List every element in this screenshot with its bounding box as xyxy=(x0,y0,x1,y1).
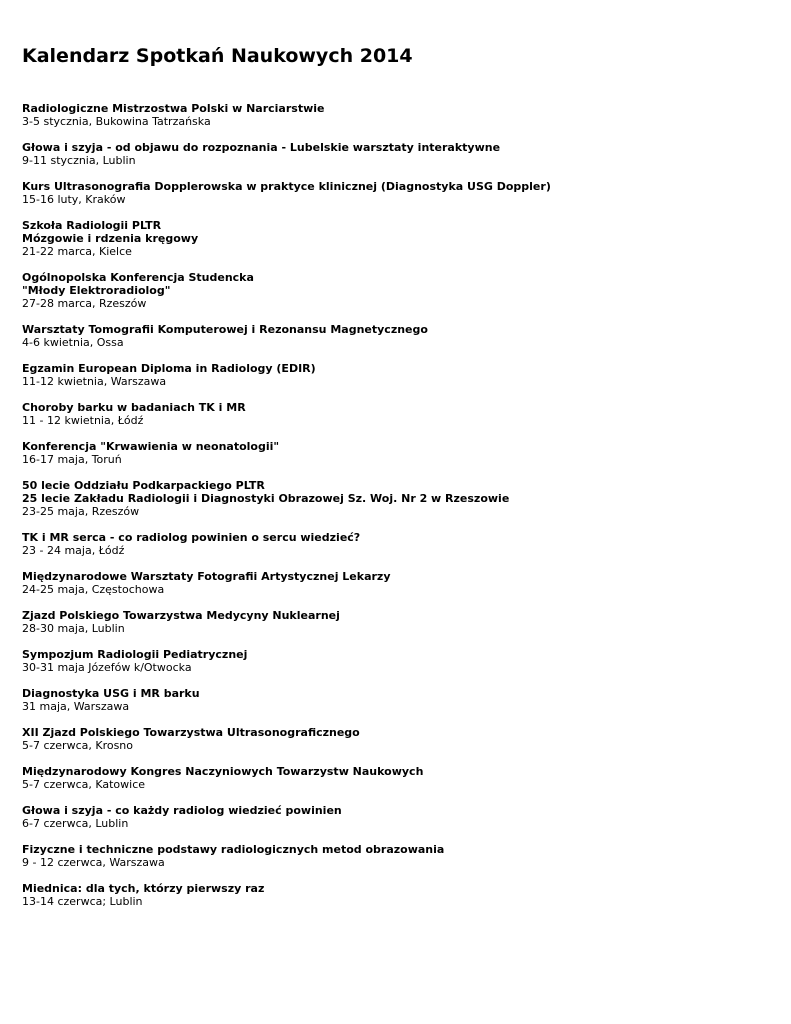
event-item xyxy=(22,401,769,427)
event-title: XII Zjazd Polskiego Towarzystwa Ultrasonograficznego xyxy=(22,726,360,739)
event-date-location: 9-11 stycznia, Lublin xyxy=(22,154,136,167)
event-title: Międzynarodowe Warsztaty Fotografii Artystycznej Lekarzy xyxy=(22,570,391,583)
event-date-location: 11 - 12 kwietnia, Łódź xyxy=(22,414,144,427)
event-item xyxy=(22,479,769,518)
event-list xyxy=(22,102,769,908)
event-title: Warsztaty Tomografii Komputerowej i Rezonansu Magnetycznego xyxy=(22,323,428,336)
event-item xyxy=(22,531,769,557)
event-title: Szkoła Radiologii PLTR xyxy=(22,219,162,232)
event-title: "Młody Elektroradiolog" xyxy=(22,284,171,297)
event-date-location: 15-16 luty, Kraków xyxy=(22,193,126,206)
event-date-location: 23-25 maja, Rzeszów xyxy=(22,505,140,518)
event-title: Choroby barku w badaniach TK i MR xyxy=(22,401,246,414)
event-date-location: 24-25 maja, Częstochowa xyxy=(22,583,165,596)
event-title: Egzamin European Diploma in Radiology (EDIR) xyxy=(22,362,316,375)
event-item xyxy=(22,609,769,635)
event-date-location: 5-7 czerwca, Katowice xyxy=(22,778,146,791)
event-date-location: 13-14 czerwca; Lublin xyxy=(22,895,143,908)
event-title: Konferencja "Krwawienia w neonatologii" xyxy=(22,440,280,453)
event-item xyxy=(22,141,769,167)
event-date-location: 5-7 czerwca, Krosno xyxy=(22,739,134,752)
event-date-location: 11-12 kwietnia, Warszawa xyxy=(22,375,167,388)
event-title: Fizyczne i techniczne podstawy radiologicznych metod obrazowania xyxy=(22,843,445,856)
event-title: Diagnostyka USG i MR barku xyxy=(22,687,200,700)
event-item xyxy=(22,570,769,596)
event-title: Ogólnopolska Konferencja Studencka xyxy=(22,271,254,284)
event-title: Zjazd Polskiego Towarzystwa Medycyny Nuklearnej xyxy=(22,609,340,622)
event-item xyxy=(22,219,769,258)
event-item xyxy=(22,765,769,791)
event-date-location: 28-30 maja, Lublin xyxy=(22,622,125,635)
event-date-location: 9 - 12 czerwca, Warszawa xyxy=(22,856,165,869)
event-date-location: 6-7 czerwca, Lublin xyxy=(22,817,129,830)
event-item xyxy=(22,687,769,713)
event-title: TK i MR serca - co radiolog powinien o sercu wiedzieć? xyxy=(22,531,361,544)
event-title: Miednica: dla tych, którzy pierwszy raz xyxy=(22,882,265,895)
event-title: 50 lecie Oddziału Podkarpackiego PLTR xyxy=(22,479,265,492)
event-date-location: 27-28 marca, Rzeszów xyxy=(22,297,147,310)
event-item xyxy=(22,180,769,206)
event-title: Kurs Ultrasonografia Dopplerowska w praktyce klinicznej (Diagnostyka USG Doppler) xyxy=(22,180,551,193)
event-date-location: 16-17 maja, Toruń xyxy=(22,453,122,466)
event-date-location: 23 - 24 maja, Łódź xyxy=(22,544,125,557)
event-item xyxy=(22,440,769,466)
event-item xyxy=(22,726,769,752)
event-title: Mózgowie i rdzenia kręgowy xyxy=(22,232,199,245)
event-title: Głowa i szyja - od objawu do rozpoznania - Lubelskie warsztaty interaktywne xyxy=(22,141,501,154)
event-item xyxy=(22,271,769,310)
event-date-location: 31 maja, Warszawa xyxy=(22,700,130,713)
event-date-location: 21-22 marca, Kielce xyxy=(22,245,132,258)
event-date-location: 30-31 maja Józefów k/Otwocka xyxy=(22,661,192,674)
event-title: Międzynarodowy Kongres Naczyniowych Towarzystw Naukowych xyxy=(22,765,424,778)
event-item xyxy=(22,102,769,128)
event-title: Radiologiczne Mistrzostwa Polski w Narciarstwie xyxy=(22,102,325,115)
event-date-location: 4-6 kwietnia, Ossa xyxy=(22,336,124,349)
event-item xyxy=(22,648,769,674)
event-title: Sympozjum Radiologii Pediatrycznej xyxy=(22,648,248,661)
event-item xyxy=(22,323,769,349)
event-item xyxy=(22,362,769,388)
event-item xyxy=(22,882,769,908)
event-item xyxy=(22,804,769,830)
event-title: Głowa i szyja - co każdy radiolog wiedzieć powinien xyxy=(22,804,342,817)
page-title: Kalendarz Spotkań Naukowych 2014 xyxy=(22,45,413,67)
event-date-location: 3-5 stycznia, Bukowina Tatrzańska xyxy=(22,115,211,128)
event-item xyxy=(22,843,769,869)
event-title: 25 lecie Zakładu Radiologii i Diagnostyki Obrazowej Sz. Woj. Nr 2 w Rzeszowie xyxy=(22,492,510,505)
